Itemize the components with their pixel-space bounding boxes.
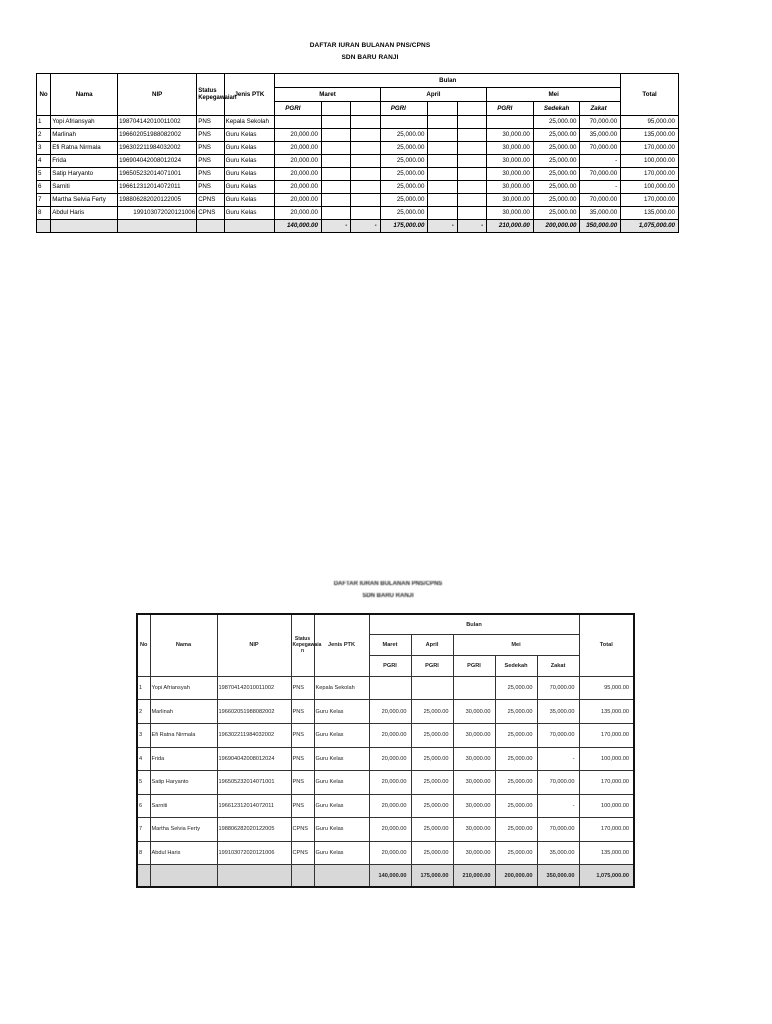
total-mei-pgri: 210,000.00: [453, 865, 495, 887]
cell-april-pgri: 25,000.00: [411, 841, 453, 865]
cell-blank: [428, 129, 457, 142]
cell-april-pgri: 25,000.00: [380, 207, 428, 220]
cell-mei-pgri: 30,000.00: [453, 700, 495, 724]
cell-blank: [428, 207, 457, 220]
cell-status: PNS: [291, 771, 314, 795]
table-row: [137, 700, 634, 724]
cell-jenis-ptk: Guru Kelas: [314, 700, 369, 724]
table-row: [137, 747, 634, 771]
cell-jenis-ptk: Guru Kelas: [314, 771, 369, 795]
cell-total: 170,000.00: [579, 723, 634, 747]
cell-jenis-ptk: Guru Kelas: [224, 194, 275, 207]
cell-nama: Abdul Haris: [51, 207, 118, 220]
cell-mei-zakat: 70,000.00: [537, 771, 579, 795]
sheet-title-blurred: DAFTAR IURAN BULANAN PNS/CPNS: [333, 581, 443, 587]
table-row: [37, 181, 679, 194]
cell-nip: 196505232014071001: [118, 168, 197, 181]
cell-mei-pgri: 30,000.00: [487, 168, 534, 181]
cell-mei-zakat: -: [580, 181, 621, 194]
cell-mei-pgri: 30,000.00: [453, 771, 495, 795]
table-row: [37, 207, 679, 220]
cell-mei-zakat: 70,000.00: [537, 676, 579, 700]
cell-mei-sedekah: 25,000.00: [533, 155, 580, 168]
cell-nama: Sarniti: [51, 181, 118, 194]
cell-mei-sedekah: 25,000.00: [533, 194, 580, 207]
cell-total: 135,000.00: [579, 700, 634, 724]
cell-nama: Frida: [150, 747, 217, 771]
total-mei-sedekah: 200,000.00: [495, 865, 537, 887]
cell-blank: [457, 194, 486, 207]
cell-blank: [457, 155, 486, 168]
subheader-mei-zakat: Zakat: [537, 656, 579, 677]
cell-april-pgri: 25,000.00: [380, 129, 428, 142]
cell-no: 5: [37, 168, 51, 181]
cell-nip: 196904042008012024: [217, 747, 291, 771]
cell-nip: 199103072020121006: [217, 841, 291, 865]
cell-total: 135,000.00: [579, 841, 634, 865]
cell-total: 100,000.00: [621, 181, 679, 194]
cell-nama: Frida: [51, 155, 118, 168]
cell-maret-pgri: 20,000.00: [369, 794, 411, 818]
cell-mei-pgri: [487, 116, 534, 129]
subheader-april-pgri: PGRI: [380, 102, 428, 116]
cell-no: 6: [137, 794, 150, 818]
subheader-blank: [321, 102, 350, 116]
cell-april-pgri: [380, 116, 428, 129]
cell-no: 7: [137, 818, 150, 842]
header-bulan: Bulan: [369, 614, 579, 635]
sheet-subtitle-blurred: SDN BARU RANJI: [362, 593, 414, 599]
cell-blank: [428, 168, 457, 181]
cell-total: 170,000.00: [621, 194, 679, 207]
cell-mei-zakat: 70,000.00: [580, 142, 621, 155]
header-bulan: Bulan: [275, 74, 621, 88]
cell-nip: 196505232014071001: [217, 771, 291, 795]
cell-nip: 196302211984032002: [118, 142, 197, 155]
table-row: [37, 168, 679, 181]
cell-total: 170,000.00: [579, 818, 634, 842]
total-maret-3: -: [351, 220, 380, 233]
cell-jenis-ptk: Kepala Sekolah: [314, 676, 369, 700]
cell-mei-zakat: 35,000.00: [537, 700, 579, 724]
table-row: [137, 818, 634, 842]
cell-no: 1: [37, 116, 51, 129]
cell-total: 170,000.00: [621, 168, 679, 181]
cell-nip: 199103072020121006: [118, 207, 197, 220]
cell-april-pgri: 25,000.00: [411, 747, 453, 771]
total-grand: 1,075,000.00: [621, 220, 679, 233]
cell-total: 135,000.00: [621, 129, 679, 142]
cell-jenis-ptk: Guru Kelas: [224, 168, 275, 181]
table-row: [137, 771, 634, 795]
cell-mei-zakat: -: [580, 155, 621, 168]
cell-blank: [428, 116, 457, 129]
cell-blank: [351, 129, 380, 142]
total-maret: 140,000.00: [369, 865, 411, 887]
subheader-blank: [428, 102, 457, 116]
cell-maret-pgri: 20,000.00: [369, 771, 411, 795]
table-row: [137, 676, 634, 700]
cell-nama: Martha Selvia Ferty: [150, 818, 217, 842]
cell-blank: [457, 181, 486, 194]
cell-blank: [351, 155, 380, 168]
cell-maret-pgri: 20,000.00: [369, 841, 411, 865]
iuran-table-blurred: [136, 613, 635, 888]
table-row: [37, 142, 679, 155]
total-maret-2: -: [321, 220, 350, 233]
header-jenis-ptk: Jenis PTK: [224, 74, 275, 116]
cell-nama: Marlinah: [51, 129, 118, 142]
cell-total: 100,000.00: [579, 794, 634, 818]
cell-status: PNS: [291, 676, 314, 700]
cell-nip: 196602051988082002: [217, 700, 291, 724]
cell-no: 2: [37, 129, 51, 142]
cell-maret-pgri: 20,000.00: [275, 129, 322, 142]
cell-nama: Marlinah: [150, 700, 217, 724]
header-no: No: [37, 74, 51, 116]
cell-mei-pgri: 30,000.00: [453, 723, 495, 747]
spreadsheet-sheet-bottom: [0, 560, 768, 879]
cell-mei-sedekah: 25,000.00: [495, 771, 537, 795]
cell-jenis-ptk: Guru Kelas: [224, 142, 275, 155]
cell-nama: Satip Haryanto: [51, 168, 118, 181]
cell-nama: Martha Selvia Ferty: [51, 194, 118, 207]
cell-blank: [351, 142, 380, 155]
table-row: [137, 723, 634, 747]
subheader-mei-sedekah: Sedekah: [495, 656, 537, 677]
cell-total: 95,000.00: [621, 116, 679, 129]
cell-no: 2: [137, 700, 150, 724]
header-nama: Nama: [150, 614, 217, 676]
cell-maret-pgri: 20,000.00: [275, 207, 322, 220]
total-april: 175,000.00: [380, 220, 428, 233]
cell-blank: [428, 194, 457, 207]
cell-blank: [428, 181, 457, 194]
cell-total: 135,000.00: [621, 207, 679, 220]
cell-nama: Yopi Afriansyah: [150, 676, 217, 700]
cell-nip: 198806282020122005: [118, 194, 197, 207]
cell-blank: [321, 207, 350, 220]
cell-mei-sedekah: 25,000.00: [495, 700, 537, 724]
header-mei: Mei: [487, 88, 621, 102]
cell-no: 7: [37, 194, 51, 207]
cell-april-pgri: 25,000.00: [380, 181, 428, 194]
cell-mei-pgri: 30,000.00: [453, 747, 495, 771]
cell-mei-sedekah: 25,000.00: [533, 168, 580, 181]
cell-mei-zakat: 70,000.00: [537, 723, 579, 747]
cell-mei-pgri: 30,000.00: [487, 129, 534, 142]
cell-mei-zakat: 35,000.00: [580, 129, 621, 142]
cell-no: 3: [37, 142, 51, 155]
subheader-blank: [351, 102, 380, 116]
cell-mei-pgri: 30,000.00: [487, 207, 534, 220]
header-total: Total: [621, 74, 679, 116]
cell-april-pgri: 25,000.00: [380, 168, 428, 181]
cell-maret-pgri: 20,000.00: [369, 700, 411, 724]
cell-maret-pgri: [275, 116, 322, 129]
total-mei-sedekah: 200,000.00: [533, 220, 580, 233]
cell-no: 4: [37, 155, 51, 168]
subheader-mei-sedekah: Sedekah: [533, 102, 580, 116]
subheader-maret-pgri: PGRI: [275, 102, 322, 116]
cell-blank: [321, 181, 350, 194]
cell-status: CPNS: [197, 194, 224, 207]
cell-maret-pgri: 20,000.00: [369, 747, 411, 771]
subheader-mei-zakat: Zakat: [580, 102, 621, 116]
header-maret: Maret: [369, 635, 411, 656]
cell-april-pgri: 25,000.00: [380, 142, 428, 155]
header-april: April: [380, 88, 486, 102]
cell-blank: [321, 116, 350, 129]
cell-total: 100,000.00: [621, 155, 679, 168]
cell-mei-sedekah: 25,000.00: [533, 207, 580, 220]
cell-status: PNS: [291, 794, 314, 818]
cell-blank: [457, 207, 486, 220]
cell-status: PNS: [197, 181, 224, 194]
total-row: [137, 865, 634, 887]
cell-jenis-ptk: Guru Kelas: [224, 207, 275, 220]
cell-maret-pgri: 20,000.00: [369, 723, 411, 747]
cell-total: 100,000.00: [579, 747, 634, 771]
cell-mei-pgri: 30,000.00: [487, 142, 534, 155]
cell-blank: [351, 207, 380, 220]
cell-mei-zakat: -: [537, 747, 579, 771]
total-april-3: -: [457, 220, 486, 233]
total-maret: 140,000.00: [275, 220, 322, 233]
total-mei-zakat: 350,000.00: [580, 220, 621, 233]
cell-jenis-ptk: Guru Kelas: [314, 841, 369, 865]
cell-nip: 196612312014072011: [217, 794, 291, 818]
cell-nip: 198806282020122005: [217, 818, 291, 842]
table-row: [37, 194, 679, 207]
header-maret: Maret: [275, 88, 380, 102]
cell-april-pgri: 25,000.00: [411, 723, 453, 747]
header-no: No: [137, 614, 150, 676]
iuran-table: [36, 73, 679, 233]
table-row: [37, 116, 679, 129]
cell-blank: [457, 142, 486, 155]
cell-blank: [321, 194, 350, 207]
cell-nip: 196302211984032002: [217, 723, 291, 747]
cell-maret-pgri: 20,000.00: [275, 181, 322, 194]
cell-nip: 196612312014072011: [118, 181, 197, 194]
header-status: Status Kepegawaia n: [291, 614, 314, 676]
cell-jenis-ptk: Guru Kelas: [224, 181, 275, 194]
cell-mei-pgri: 30,000.00: [487, 181, 534, 194]
cell-status: CPNS: [291, 818, 314, 842]
cell-blank: [321, 168, 350, 181]
cell-mei-zakat: 35,000.00: [580, 207, 621, 220]
total-mei-pgri: 210,000.00: [487, 220, 534, 233]
cell-mei-pgri: 30,000.00: [453, 818, 495, 842]
cell-blank: [321, 142, 350, 155]
cell-jenis-ptk: Guru Kelas: [314, 747, 369, 771]
cell-blank: [428, 155, 457, 168]
subheader-mei-pgri: PGRI: [453, 656, 495, 677]
cell-mei-sedekah: 25,000.00: [533, 142, 580, 155]
cell-blank: [321, 129, 350, 142]
cell-jenis-ptk: Guru Kelas: [224, 155, 275, 168]
table-row: [137, 841, 634, 865]
cell-mei-pgri: 30,000.00: [487, 155, 534, 168]
cell-maret-pgri: 20,000.00: [275, 168, 322, 181]
cell-blank: [351, 181, 380, 194]
cell-april-pgri: 25,000.00: [380, 155, 428, 168]
cell-mei-sedekah: 25,000.00: [533, 116, 580, 129]
cell-no: 3: [137, 723, 150, 747]
cell-no: 8: [37, 207, 51, 220]
cell-mei-sedekah: 25,000.00: [495, 723, 537, 747]
cell-mei-zakat: 70,000.00: [537, 818, 579, 842]
cell-mei-zakat: 70,000.00: [580, 116, 621, 129]
cell-nip: 198704142010011002: [118, 116, 197, 129]
subheader-mei-pgri: PGRI: [487, 102, 534, 116]
header-mei: Mei: [453, 635, 579, 656]
cell-total: 95,000.00: [579, 676, 634, 700]
sheet-title: DAFTAR IURAN BULANAN PNS/CPNS: [309, 42, 431, 49]
cell-no: 1: [137, 676, 150, 700]
cell-nama: Sarniti: [150, 794, 217, 818]
cell-blank: [457, 129, 486, 142]
cell-no: 8: [137, 841, 150, 865]
cell-april-pgri: 25,000.00: [411, 794, 453, 818]
cell-status: PNS: [197, 168, 224, 181]
cell-maret-pgri: 20,000.00: [369, 818, 411, 842]
cell-april-pgri: 25,000.00: [411, 818, 453, 842]
cell-mei-pgri: 30,000.00: [453, 794, 495, 818]
cell-blank: [457, 116, 486, 129]
cell-total: 170,000.00: [621, 142, 679, 155]
cell-april-pgri: [411, 676, 453, 700]
cell-status: CPNS: [291, 841, 314, 865]
cell-nama: Efi Ratna Nirmala: [51, 142, 118, 155]
cell-nip: 196602051988082002: [118, 129, 197, 142]
spreadsheet-sheet-top: [0, 0, 768, 280]
cell-jenis-ptk: Guru Kelas: [314, 723, 369, 747]
subheader-maret-pgri: PGRI: [369, 656, 411, 677]
header-nip: NIP: [118, 74, 197, 116]
cell-april-pgri: 25,000.00: [380, 194, 428, 207]
cell-no: 6: [37, 181, 51, 194]
cell-blank: [321, 155, 350, 168]
cell-blank: [351, 194, 380, 207]
table-row: [37, 129, 679, 142]
cell-mei-sedekah: 25,000.00: [495, 747, 537, 771]
cell-april-pgri: 25,000.00: [411, 771, 453, 795]
header-jenis-ptk: Jenis PTK: [314, 614, 369, 676]
sheet-subtitle: SDN BARU RANJI: [341, 54, 399, 61]
table-row: [37, 155, 679, 168]
cell-status: CPNS: [197, 207, 224, 220]
cell-mei-sedekah: 25,000.00: [495, 841, 537, 865]
cell-blank: [428, 142, 457, 155]
cell-blank: [457, 168, 486, 181]
total-mei-zakat: 350,000.00: [537, 865, 579, 887]
total-grand: 1,075,000.00: [579, 865, 634, 887]
cell-nama: Efi Ratna Nirmala: [150, 723, 217, 747]
cell-total: 170,000.00: [579, 771, 634, 795]
cell-mei-sedekah: 25,000.00: [495, 794, 537, 818]
cell-mei-sedekah: 25,000.00: [533, 181, 580, 194]
cell-maret-pgri: 20,000.00: [275, 155, 322, 168]
cell-nama: Yopi Afriansyah: [51, 116, 118, 129]
cell-status: PNS: [197, 116, 224, 129]
cell-maret-pgri: 20,000.00: [275, 194, 322, 207]
header-status: Status Kepegawaian: [197, 74, 224, 116]
cell-status: PNS: [197, 155, 224, 168]
cell-status: PNS: [197, 142, 224, 155]
cell-nip: 196904042008012024: [118, 155, 197, 168]
cell-no: 5: [137, 771, 150, 795]
cell-status: PNS: [291, 747, 314, 771]
cell-jenis-ptk: Guru Kelas: [224, 129, 275, 142]
cell-nip: 198704142010011002: [217, 676, 291, 700]
cell-jenis-ptk: Guru Kelas: [314, 818, 369, 842]
cell-status: PNS: [291, 723, 314, 747]
cell-jenis-ptk: Guru Kelas: [314, 794, 369, 818]
total-april-2: -: [428, 220, 457, 233]
subheader-april-pgri: PGRI: [411, 656, 453, 677]
cell-maret-pgri: 20,000.00: [275, 142, 322, 155]
cell-mei-pgri: 30,000.00: [453, 841, 495, 865]
cell-mei-sedekah: 25,000.00: [495, 676, 537, 700]
table-row: [137, 794, 634, 818]
header-april: April: [411, 635, 453, 656]
cell-mei-zakat: 70,000.00: [580, 168, 621, 181]
cell-no: 4: [137, 747, 150, 771]
cell-blank: [351, 168, 380, 181]
cell-nama: Abdul Haris: [150, 841, 217, 865]
total-april: 175,000.00: [411, 865, 453, 887]
cell-mei-pgri: [453, 676, 495, 700]
header-nip: NIP: [217, 614, 291, 676]
cell-blank: [351, 116, 380, 129]
cell-mei-zakat: 70,000.00: [580, 194, 621, 207]
cell-mei-zakat: -: [537, 794, 579, 818]
cell-april-pgri: 25,000.00: [411, 700, 453, 724]
subheader-blank: [457, 102, 486, 116]
cell-mei-sedekah: 25,000.00: [495, 818, 537, 842]
cell-jenis-ptk: Kepala Sekolah: [224, 116, 275, 129]
header-total: Total: [579, 614, 634, 676]
cell-nama: Satip Haryanto: [150, 771, 217, 795]
total-row: [37, 220, 679, 233]
cell-maret-pgri: [369, 676, 411, 700]
cell-mei-pgri: 30,000.00: [487, 194, 534, 207]
cell-status: PNS: [291, 700, 314, 724]
cell-status: PNS: [197, 129, 224, 142]
cell-mei-zakat: 35,000.00: [537, 841, 579, 865]
header-nama: Nama: [51, 74, 118, 116]
cell-mei-sedekah: 25,000.00: [533, 129, 580, 142]
